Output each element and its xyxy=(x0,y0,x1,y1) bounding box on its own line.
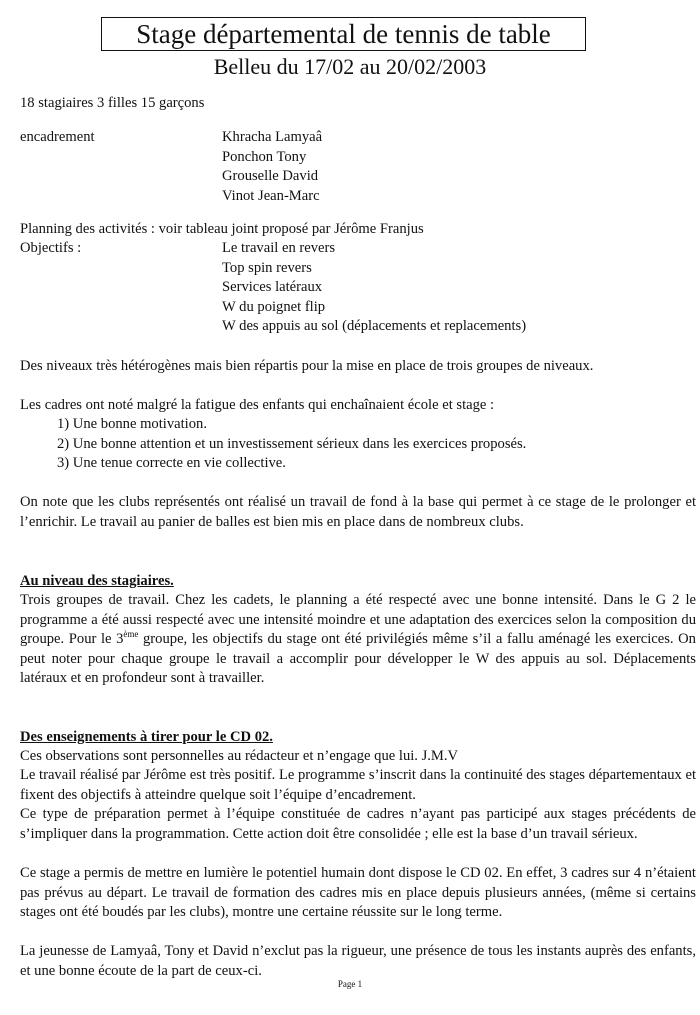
lessons-paragraph: Le travail réalisé par Jérôme est très positif. Le programme s’inscrit dans la continuité des stages départementaux et fixent des objectifs à atteindre quelque soit l’équipe d’encadrement. xyxy=(20,767,696,803)
trainees-paragraph xyxy=(20,591,696,689)
staff-note-item: 1) Une bonne motivation. xyxy=(57,416,207,432)
section-heading-trainees: Au niveau des stagiaires. xyxy=(20,573,174,589)
objective-item: Top spin revers xyxy=(222,260,312,276)
trainees-text: groupe, les objectifs du stage ont été privilégiés même s’il a fallu aménagé les exercices. On peut noter pour chaque groupe le travail a accomplir pour développer le W des appuis au sol. Déplacements latéraux et en profondeur sont à travailler. xyxy=(20,631,696,686)
lessons-paragraph: Ce stage a permis de mettre en lumière le potentiel humain dont dispose le CD 02. En effet, 3 cadres sur 4 n’étaient pas prévus au départ. Le travail de formation des cadres mis en place depuis plusieurs années, (même si certains stages ont été boudés par les clubs), montre une certaine réussite sur le long terme. xyxy=(20,865,696,920)
clubs-paragraph: On note que les clubs représentés ont réalisé un travail de fond à la base qui permet à ce stage de le prolonger et l’enrichir. Le travail au panier de balles est bien mis en place dans de nombreux clubs. xyxy=(20,494,696,530)
objective-item: W des appuis au sol (déplacements et replacements) xyxy=(222,318,527,334)
objective-item: Le travail en revers xyxy=(222,240,336,256)
staff-label: encadrement xyxy=(20,129,95,145)
page-number: Page 1 xyxy=(337,979,363,989)
staff-name: Grouselle David xyxy=(222,168,319,184)
planning-line: Planning des activités : voir tableau joint proposé par Jérôme Franjus xyxy=(20,221,424,237)
document-title: Stage départemental de tennis de table xyxy=(101,17,586,51)
lessons-paragraph: La jeunesse de Lamyaâ, Tony et David n’exclut pas la rigueur, une présence de tous les instants auprès des enfants, et une bonne écoute de la part de ceux-ci. xyxy=(20,943,696,979)
section-heading-lessons: Des enseignements à tirer pour le CD 02. xyxy=(20,729,273,745)
staff-name: Ponchon Tony xyxy=(222,149,307,165)
objective-item: W du poignet flip xyxy=(222,299,326,315)
levels-paragraph: Des niveaux très hétérogènes mais bien répartis pour la mise en place de trois groupes de niveaux. xyxy=(20,358,594,374)
participants-line: 18 stagiaires 3 filles 15 garçons xyxy=(20,95,205,111)
objective-item: Services latéraux xyxy=(222,279,323,295)
lessons-paragraph: Ce type de préparation permet à l’équipe constituée de cadres n’ayant pas participé aux stages précédents de s’impliquer dans la programmation. Cette action doit être consolidée ; elle est la base d’un travail sérieux. xyxy=(20,806,696,842)
disclaimer-line: Ces observations sont personnelles au rédacteur et n’engage que lui. J.M.V xyxy=(20,748,459,764)
staff-name: Vinot Jean-Marc xyxy=(222,188,320,204)
staff-name: Khracha Lamyaâ xyxy=(222,129,323,145)
staff-note-item: 3) Une tenue correcte en vie collective. xyxy=(57,455,286,471)
trainees-text: Trois groupes de travail. Chez les cadets, le planning a été respecté avec une bonne intensité. Dans le G 2 le programme a été aussi respecté avec une intensité moindre et une adaptation des exercices selon la composition du groupe. Pour le 3 xyxy=(20,592,696,647)
staff-notes-intro: Les cadres ont noté malgré la fatigue des enfants qui enchaînaient école et stage : xyxy=(20,397,495,413)
staff-note-item: 2) Une bonne attention et un investissement sérieux dans les exercices proposés. xyxy=(57,436,527,452)
ordinal-superscript: ème xyxy=(123,629,139,640)
document-subtitle: Belleu du 17/02 au 20/02/2003 xyxy=(213,54,487,79)
objectives-label: Objectifs : xyxy=(20,240,82,256)
